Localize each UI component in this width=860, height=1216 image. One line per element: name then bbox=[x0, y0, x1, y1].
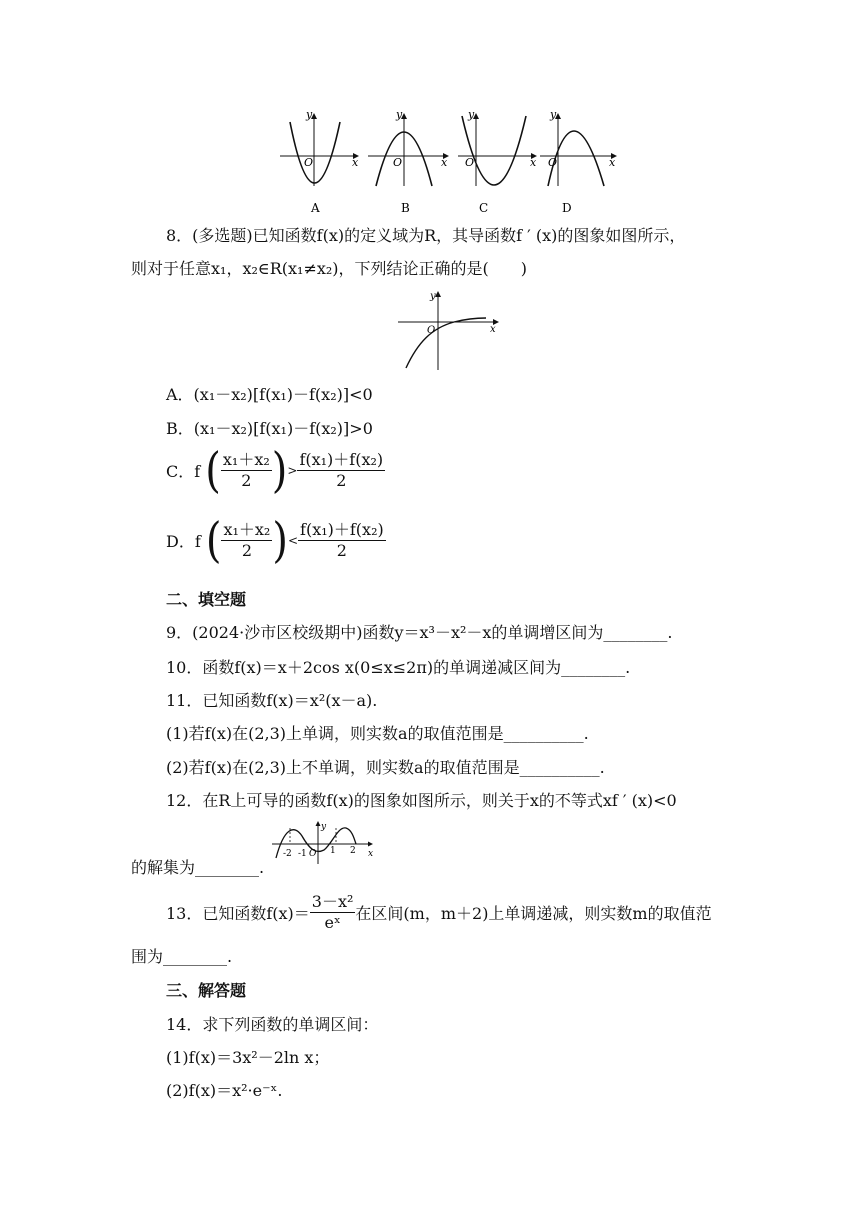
q8-option-c-arg-den: 2 bbox=[241, 471, 252, 490]
graph-b-label: B bbox=[401, 201, 410, 215]
graph-c-origin: O bbox=[465, 156, 475, 169]
graph-a-x-label: x bbox=[352, 156, 359, 169]
q13-fraction bbox=[310, 892, 356, 933]
graph-d-label: D bbox=[562, 201, 572, 215]
q8-option-d-rhs-den: 2 bbox=[336, 541, 347, 560]
q9: 9．(2024·沙市区校级期中)函数y＝x³－x²－x的单调增区间为________. bbox=[166, 623, 673, 642]
q11-part1: (1)若f(x)在(2,3)上单调，则实数a的取值范围是__________. bbox=[166, 724, 589, 743]
graph-a-label: A bbox=[311, 201, 320, 215]
q8-option-d-arg bbox=[221, 520, 272, 561]
q13-line1 bbox=[166, 892, 712, 933]
graph-d-x-label: x bbox=[609, 156, 616, 169]
q12-tick-neg2: -2 bbox=[283, 849, 292, 859]
q12-line2: 的解集为________. bbox=[131, 858, 265, 877]
q13-line2: 围为________. bbox=[131, 947, 233, 966]
graph-b-y-label: y bbox=[396, 108, 403, 121]
q12-tick-2: 2 bbox=[350, 846, 356, 856]
q8-option-c-rparen: ) bbox=[271, 442, 288, 499]
q8-option-c bbox=[166, 442, 385, 499]
q13-prefix: 13．已知函数f(x)＝ bbox=[166, 904, 310, 923]
section-answer-heading: 三、解答题 bbox=[166, 981, 247, 1000]
q8-option-c-rhs bbox=[297, 450, 385, 491]
q8-graph-y: y bbox=[430, 291, 436, 302]
q8-option-c-arg-num: x₁＋x₂ bbox=[222, 450, 270, 469]
q8-option-c-label: C．f bbox=[166, 462, 201, 481]
graph-c-y-label: y bbox=[468, 108, 475, 121]
q12-tick-neg1: -1 bbox=[298, 849, 307, 859]
q10: 10．函数f(x)＝x＋2cos x(0≤x≤2π)的单调递减区间为________. bbox=[166, 658, 631, 677]
q12-function-graph bbox=[268, 820, 378, 864]
q8-option-c-lparen: ( bbox=[205, 442, 221, 499]
q11-part2: (2)若f(x)在(2,3)上不单调，则实数a的取值范围是__________. bbox=[166, 758, 605, 777]
graph-c-x-label: x bbox=[530, 156, 537, 169]
graph-a-y-label: y bbox=[306, 108, 313, 121]
q14-part2: (2)f(x)＝x²·e⁻ˣ. bbox=[166, 1081, 283, 1100]
option-graphs bbox=[276, 104, 621, 216]
graph-d bbox=[540, 108, 616, 215]
q14-part1: (1)f(x)＝3x²－2ln x； bbox=[166, 1048, 330, 1067]
q12-tick-origin: O bbox=[309, 849, 317, 859]
graph-c-label: C bbox=[479, 201, 489, 215]
q8-option-c-arg bbox=[221, 450, 272, 491]
q12-tick-1: 1 bbox=[330, 846, 336, 856]
q8-line2: 则对于任意x₁，x₂∈R(x₁≠x₂)，下列结论正确的是( ) bbox=[131, 259, 528, 278]
q8-option-d-rhs-num: f(x₁)＋f(x₂) bbox=[300, 520, 384, 539]
q8-option-c-rhs-den: 2 bbox=[336, 471, 347, 490]
q13-fraction-den: eˣ bbox=[324, 913, 341, 932]
section-fill-in-heading: 二、填空题 bbox=[166, 590, 247, 609]
q8-derivative-graph bbox=[396, 290, 506, 374]
q8-option-c-rhs-num: f(x₁)＋f(x₂) bbox=[299, 450, 384, 469]
q12-graph-y: y bbox=[321, 822, 327, 832]
graph-b bbox=[368, 108, 448, 215]
q14-stem: 14．求下列函数的单调区间： bbox=[166, 1015, 379, 1034]
q13-suffix: 在区间(m，m＋2)上单调递减，则实数m的取值范 bbox=[355, 904, 712, 923]
q8-line1: 8．(多选题)已知函数f(x)的定义域为R，其导函数f ′ (x)的图象如图所示， bbox=[166, 226, 686, 245]
q11-stem: 11．已知函数f(x)＝x²(x－a). bbox=[166, 691, 378, 710]
graph-a bbox=[280, 108, 359, 215]
graph-d-origin: O bbox=[548, 156, 558, 169]
q8-option-d bbox=[166, 512, 386, 569]
q8-option-d-arg-den: 2 bbox=[241, 541, 252, 560]
q8-option-b: B．(x₁－x₂)[f(x₁)－f(x₂)]>0 bbox=[166, 419, 373, 438]
q8-option-d-arg-num: x₁＋x₂ bbox=[223, 520, 271, 539]
q8-option-d-rel: < bbox=[287, 533, 299, 548]
graph-b-x-label: x bbox=[441, 156, 448, 169]
graph-c bbox=[458, 108, 537, 215]
q8-option-c-rel: > bbox=[287, 463, 298, 478]
q12-line1: 12．在R上可导的函数f(x)的图象如图所示，则关于x的不等式xf ′ (x)<0 bbox=[166, 791, 677, 810]
q8-graph-x: x bbox=[490, 324, 496, 335]
q8-option-d-rhs bbox=[298, 520, 386, 561]
q8-option-d-label: D．f bbox=[166, 532, 201, 551]
q13-fraction-num: 3－x² bbox=[311, 892, 354, 911]
graph-d-y-label: y bbox=[550, 108, 557, 121]
q8-graph-origin: O bbox=[427, 325, 436, 336]
graph-a-origin: O bbox=[304, 156, 314, 169]
q8-option-d-rparen: ) bbox=[272, 512, 288, 569]
q8-option-d-lparen: ( bbox=[205, 512, 222, 569]
graph-b-origin: O bbox=[393, 156, 403, 169]
q12-graph-x: x bbox=[368, 849, 374, 859]
q8-option-a: A．(x₁－x₂)[f(x₁)－f(x₂)]<0 bbox=[166, 385, 373, 404]
